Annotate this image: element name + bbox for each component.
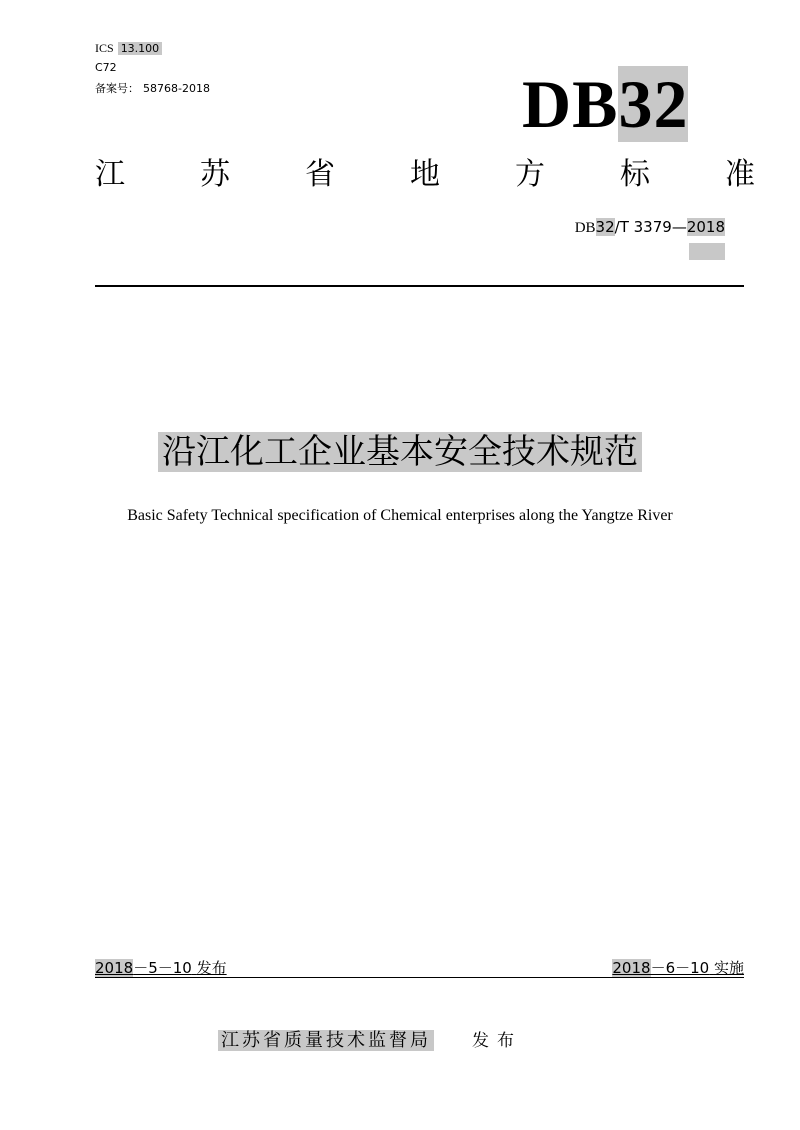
publish-date: [95, 958, 227, 978]
standard-type-char: 方: [515, 157, 545, 192]
title-english: Basic Safety Technical specification of Chemical enterprises along the Yangtze River: [127, 507, 673, 524]
standard-number-prefix: DB: [574, 220, 596, 236]
implement-label: 实施: [713, 959, 744, 977]
ics-code: [95, 41, 162, 56]
standard-type-char: 地: [410, 157, 440, 192]
ccs-code: C72: [95, 61, 117, 74]
ics-value: 13.100: [118, 42, 163, 55]
record-value: 58768-2018: [143, 82, 210, 95]
standard-number-dash: —: [671, 218, 687, 236]
publisher-action: 发布: [472, 1031, 522, 1051]
standard-type-char: 苏: [200, 157, 230, 192]
standard-type-heading: [95, 155, 755, 195]
title-chinese: [0, 428, 800, 476]
db-mark-number: 32: [618, 66, 689, 142]
publish-label: 发布: [196, 959, 227, 977]
publisher-organization: 江苏省质量技术监督局: [218, 1030, 434, 1051]
publisher: [218, 1026, 522, 1056]
record-label: 备案号：: [95, 82, 139, 95]
top-divider: [95, 285, 744, 287]
publish-month-day: －5－10: [133, 959, 192, 977]
implement-month-day: －6－10: [650, 959, 710, 977]
db-mark-prefix: DB: [522, 66, 619, 142]
standard-type-char: 标: [620, 157, 650, 192]
standard-number-year: 2018: [686, 218, 725, 236]
standard-type-char: 准: [725, 157, 755, 192]
record-number: [95, 82, 210, 96]
standard-number: [575, 217, 725, 238]
title-chinese-text: 沿江化工企业基本安全技术规范: [158, 432, 642, 472]
bottom-divider: [95, 977, 744, 978]
implement-date: [612, 958, 744, 978]
standard-number-suffix: /T 3379: [614, 218, 672, 236]
standard-type-char: 江: [95, 157, 125, 192]
ics-label: ICS: [95, 41, 114, 55]
publish-year: 2018: [95, 959, 134, 977]
db32-mark: [522, 68, 688, 140]
standard-number-province: 32: [595, 218, 615, 236]
highlight-block: [689, 243, 725, 260]
implement-year: 2018: [612, 959, 651, 977]
standard-type-char: 省: [305, 157, 335, 192]
